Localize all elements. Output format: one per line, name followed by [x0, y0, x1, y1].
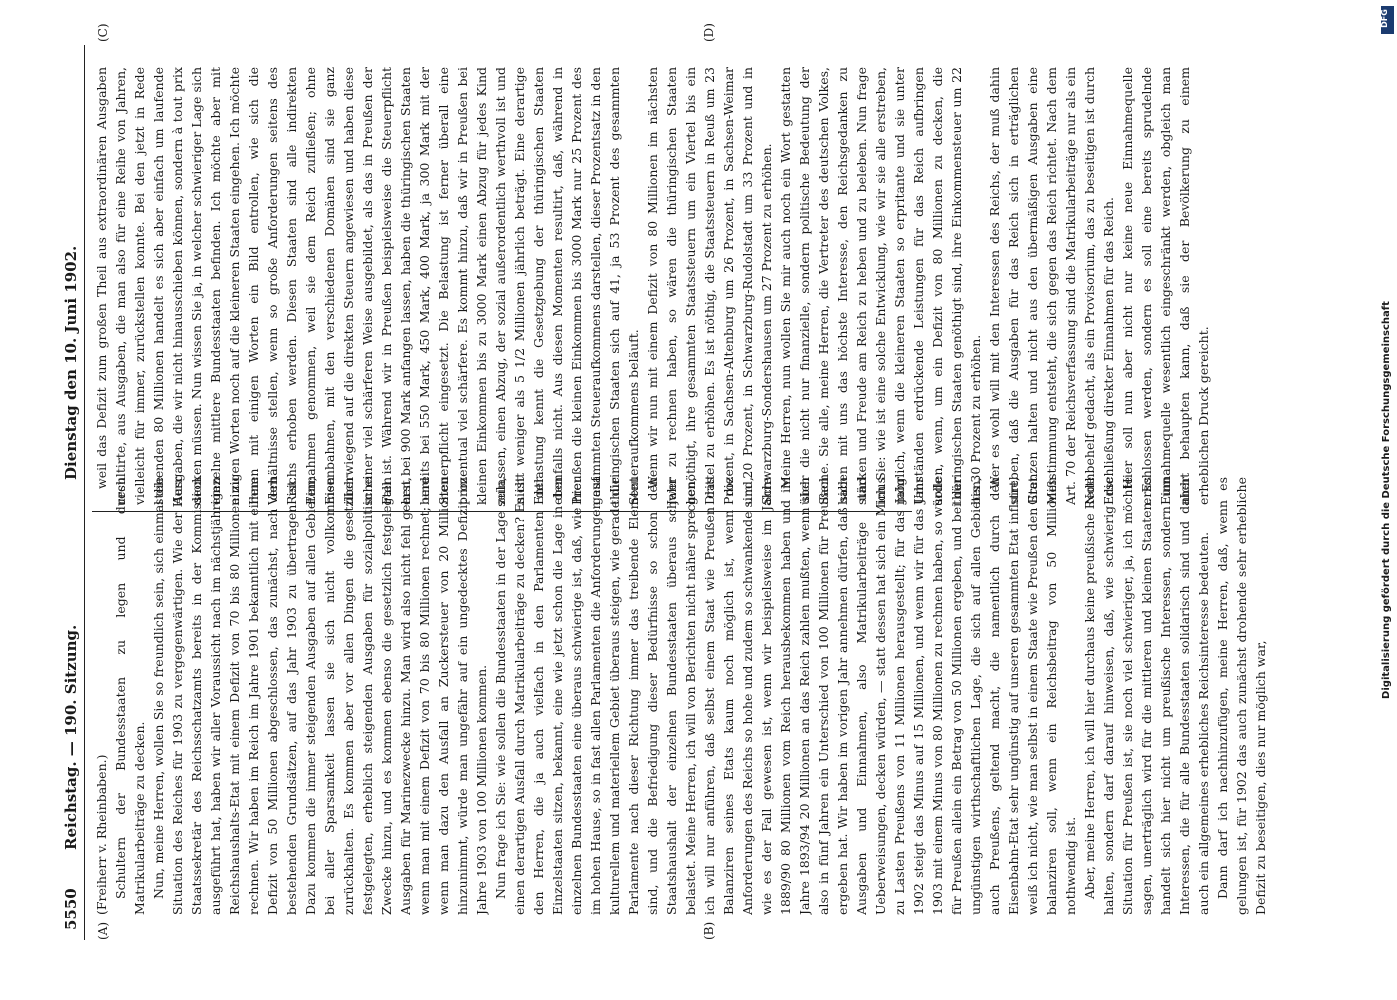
paragraph: Hier soll nun aber nicht nur keine neue Einnahmequelle erschlossen werden, sondern es soll eine bereits sprudelnde Einnahmequelle wesentlich eingeschränkt werden, obgleich man nicht behaupten kann, daß sie der Bevölkerung zu einem erheblichen Druck gereicht. [1120, 67, 1211, 505]
paragraph: Wenn wir nun mit einem Defizit von 80 Millionen im nächsten Jahr zu rechnen haben, so wären die thüringischen Staaten genöthigt, ihre gesammten Staatssteuern um ein Viertel bis ein Drittel zu erhöhen. Es ist nöthig, die Staatssteuern in Reuß um 23 Prozent, in Sachsen-Altenburg um 26 Prozent, in Sachsen-Weimar um 20 Prozent, in Schwarzburg-Rudolstadt um 33 Prozent und in Schwarzburg-Sondershausen um 27 Prozent zu erhöhen. [645, 67, 774, 505]
credit-text: Digitalisierung gefördert durch die Deutsche Forschungsgemeinschaft [1381, 301, 1392, 699]
margin-marker-b: (B) [702, 921, 716, 940]
running-header-right: Dienstag den 10. Juni 1902. [62, 245, 80, 480]
speaker-attribution: (Freiherr v. Rheinbaben.) [94, 754, 109, 915]
running-header-left: Reichstag. — 190. Sitzung. [62, 624, 80, 850]
dfg-logo-text: DFG [1379, 9, 1389, 28]
page-number: 5550 [62, 888, 80, 930]
header-rule [84, 45, 85, 940]
right-text-column [92, 67, 1297, 505]
margin-marker-d: (D) [702, 23, 716, 42]
left-text-column [92, 477, 1297, 915]
dfg-logo [1381, 6, 1394, 34]
paragraph: Wer es wohl will mit den Interessen des Reichs, der muß dahin streben, daß die Ausgaben für das Reich sich in erträglichen Grenzen halten und nicht aus den übermäßigen Ausgaben eine Mißstimmung entsteht, die sich gegen das Reich richtet. Nach dem Art. 70 der Reichsverfassung sind die Matrikularbeiträge nur als ein Nothbehelf gedacht, als ein Provisorium, das zu beseitigen ist durch Erschließung direkter Einnahmen für das Reich. [987, 67, 1116, 505]
paragraph: Aber, meine Herren, ich will hier durchaus keine preußische Rede halten, sondern darf darauf hinweisen, daß, wie schwierig die Situation für Preußen ist, sie noch viel schwieriger, ja, ich möchte sagen, unerträglich wird für die mittleren und kleinen Staaten. Es handelt sich hier nicht um preußische Interessen, sondern um Interessen, die für alle Bundesstaaten solidarisch sind und daher auch ein allgemeines erhebliches Reichsinteresse bedeuten. [1082, 477, 1211, 915]
margin-marker-c: (C) [96, 23, 110, 42]
paragraph: Schultern der Bundesstaaten zu legen und durch Matrikularbeiträge zu decken. [113, 477, 147, 915]
paragraph: Dann darf ich nachhinzufügen, meine Herren, daß, wenn es gelungen ist, für 1902 das auch zunächst drohende sehr erhebliche Defizit zu beseitigen, dies nur möglich war, [1215, 477, 1268, 915]
paragraph: Meine Herren, nun wollen Sie mir auch noch ein Wort gestatten über die nicht nur finanzielle, sondern politische Bedeutung der Sache. Sie alle, meine Herren, die Vertreter des deutschen Volkes, haben mit uns das höchste Interesse, den Reichsgedanken zu stärken und Freude am Reich zu heben und zu beleben. Nun frage ich Sie: wie ist eine solche Entwicklung, wie wir sie alle erstreben, möglich, wenn die kleineren Staaten so erpritante und sie unter Umständen erdrückende Leistungen für das Reich aufbringen sollen, wenn, um ein Defizit von 80 Millionen zu decken, die thüringischen Staaten genöthigt sind, ihre Einkommensteuer um 22 bis 30 Prozent zu erhöhen. [778, 67, 983, 505]
paragraph: Nun, meine Herren, wollen Sie so freundlich sein, sich einmal die Situation des Reiches für 1903 zu vergegenwärtigen. Wie der Herr Staatssekretär des Reichsschatzamts bereits in der Kommission ausgeführt hat, haben wir aller Voraussicht nach im nächstjährigen Reichshaushalts-Etat mit einem Defizit von 70 bis 80 Millionen zu rechnen. Wir haben im Reich im Jahre 1901 bekanntlich mit einem Defizit von 50 Millionen abgeschlossen, das zunächst, nach den bestehenden Grundsätzen, auf das Jahr 1903 zu übertragen ist. Dazu kommen die immer steigenden Ausgaben auf allen Gebieten; bei aller Sparsamkeit lassen sie sich nicht vollkommen zurückhalten. Es kommen aber vor allen Dingen die gesetzlich festgelegten, erheblich steigenden Ausgaben für sozialpolitische Zwecke hinzu, und es kommen ebenso die gesetzlich festgelegten Ausgaben für Marinezwecke hinzu. Man wird also nicht fehl gehen, wenn man mit einem Defizit von 70 bis 80 Millionen rechnet; und wenn man dazu den Ausfall an Zuckersteuer von 20 Millionen hinzunimmt, würde man ungefähr auf ein ungedecktes Defizit im Jahre 1903 von 100 Millionen kommen. [151, 477, 489, 915]
column-divider [92, 511, 912, 512]
paragraph: Nun frage ich Sie: wie sollen die Bundesstaaten in der Lage sein, einen derartigen Ausfall durch Matrikularbeiträge zu decken? Es ist den Herren, die ja auch vielfach in den Parlamenten der Einzelstaaten sitzen, bekannt, eine wie jetzt schon die Lage in den einzelnen Bundesstaaten eine überaus schwierige ist, daß, wie hier im hohen Hause, so in fast allen Parlamenten die Anforderungen auf kulturellem und materiellem Gebiet überaus steigen, wie gerade die Parlamente nach dieser Richtung immer das treibende Element sind, und die Befriedigung dieser Bedürfnisse so schon den Staatshaushalt der einzelnen Bundesstaaten überaus schwer belastet. Meine Herren, ich will von Berichten nicht näher sprechen, ich will nur anführen, daß selbst einem Staat wie Preußen das Balanziren seines Etats kaum noch möglich ist, wenn die Anforderungen des Reichs so hohe und zudem so schwankende sind, wie es der Fall gewesen ist, wenn wir beispielsweise im Jahre 1889/90 80 Millionen vom Reich herausbekommen haben und im Jahre 1893/94 20 Millionen an das Reich zahlen mußten, wenn sich also in fünf Jahren ein Unterschied von 100 Millionen für Preußen ergeben hat. Wir haben im vorigen Jahr annehmen dürfen, daß sich Ausgaben und Einnahmen, also Matrikularbeiträge und Ueberweisungen, decken würden, — statt dessen hat sich ein Minus zu Lasten Preußens von 11 Millionen herausgestellt; für das Jahr 1902 steigt das Minus auf 15 Millionen, und wenn wir für das Jahr 1903 mit einem Minus von 80 Millionen zu rechnen haben, so würde für Preußen allein ein Betrag von 50 Millionen ergeben, und bei der ungünstigen wirthschaftlichen Lage, die sich auf allen Gebieten, auch Preußens, geltend macht, die namentlich durch den Eisenbahn-Etat sehr ungünstig auf unseren gesammten Etat influirt, weiß ich nicht, wie man selbst in einem Staate wie Preußen den Etat balanziren soll, wenn ein Reichsbeitrag von 50 Millionen nothwendig ist. [493, 477, 1078, 915]
margin-marker-a: (A) [96, 921, 110, 940]
digitization-credit [1378, 0, 1396, 1000]
paragraph: weil das Defizit zum großen Theil aus extraordinären Ausgaben resultirte, aus Ausgaben, die man also für eine Reihe von Jahren, vielleicht für immer, zurückstellen konnte. Bei den jetzt in Rede stehenden 80 Millionen handelt es sich aber einfach um laufende Ausgaben, die wir nicht hinausschieben können, sondern à tout prix decken müssen. Nun wissen Sie ja, in welcher schwieriger Lage sich einzelne mittlere Bundesstaaten befinden. Ich möchte aber mit einigen Worten noch auf die kleineren Staaten eingehen. Ich möchte Ihnen mit einigen Worten ein Bild entrollen, wie sich die Verhältnisse stellen, wenn so große Anforderungen seitens des Reichs erhoben werden. Diesen Staaten sind alle indirekten Einnahmen genommen, weil sie dem Reich zufließen; ohne Eisenbahnen, mit den verschiedenen Domänen sind sie ganz überwiegend auf die direkten Steuern angewiesen und haben diese in einer viel schärferen Weise ausgebildet, als das in Preußen der Fall ist. Während wir in Preußen beispielsweise die Steuerpflicht erst bei 900 Mark anfangen lassen, haben die thüringischen Staaten bereits bei 550 Mark, 450 Mark, 400 Mark, ja 300 Mark mit der Steuerpflicht eingesetzt. Die Belastung ist ferner überall eine prozentual viel schärfere. Es kommt hinzu, daß wir in Preußen bei kleinen Einkommen bis zu 3000 Mark einen Abzug für jedes Kind zulassen, einen Abzug, der sozial außerordentlich werthvoll ist und nicht weniger als 5 1/2 Millionen jährlich beträgt. Eine derartige Entlastung kennt die Gesetzgebung der thüringischen Staaten ebenfalls nicht. Aus diesen Momenten resultirt, daß, während in Preußen die kleinen Einkommen bis 3000 Mark nur 25 Prozent des gesammten Steueraufkommens darstellen, dieser Prozentsatz in den thüringischen Staaten sich auf 41, ja 53 Prozent des gesammten Steueraufkommens beläuft. [94, 67, 641, 505]
